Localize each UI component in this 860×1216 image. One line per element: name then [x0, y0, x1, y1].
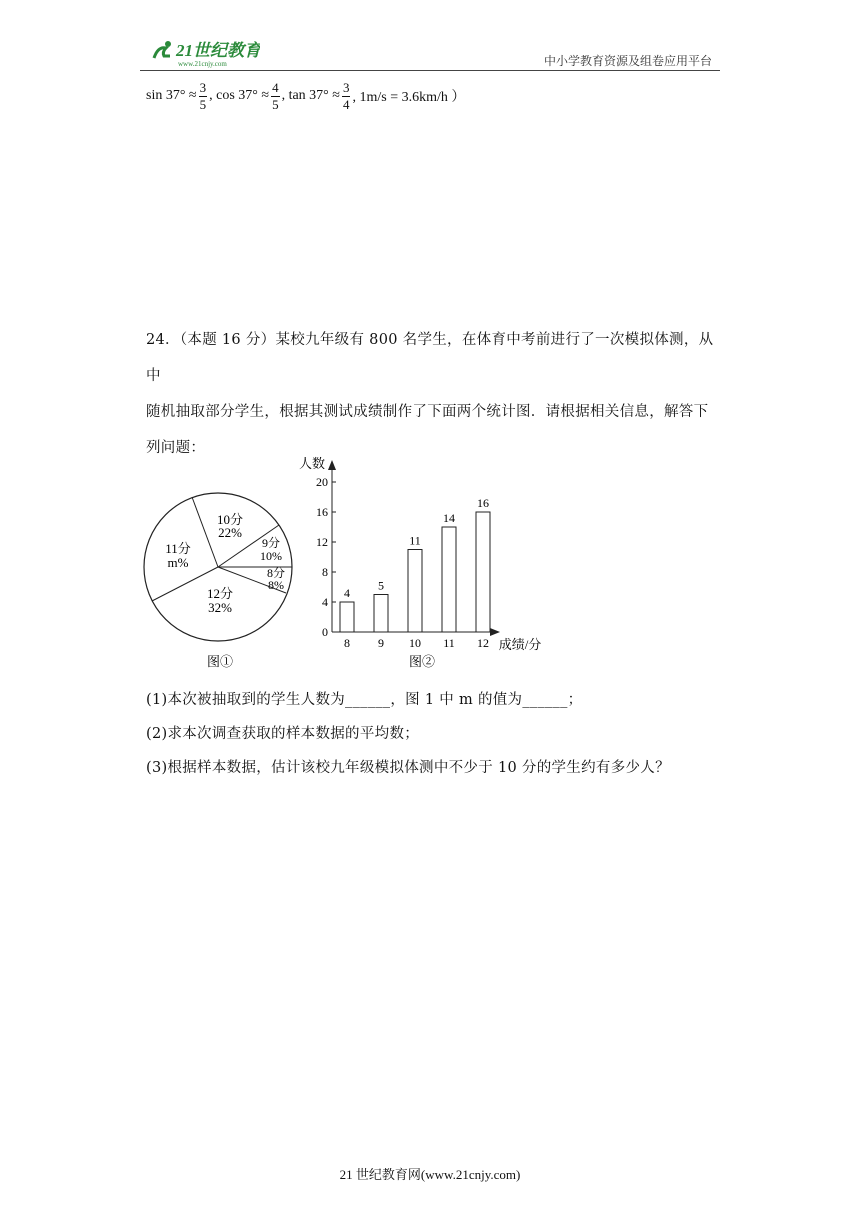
x-tick-label: 10	[409, 636, 421, 650]
pie-value-8: 8%	[268, 578, 284, 592]
cos-label: , cos 37° ≈	[209, 88, 270, 103]
y-tick-label: 16	[316, 505, 328, 519]
x-tick-label: 9	[378, 636, 384, 650]
x-axis-label: 成绩/分	[498, 637, 542, 652]
pie-label-12: 12分	[206, 586, 234, 601]
x-tick-label: 12	[477, 636, 489, 650]
trig-formula	[146, 76, 465, 116]
sin-label: sin 37° ≈	[146, 88, 197, 103]
platform-title: 中小学教育资源及组卷应用平台	[543, 54, 712, 68]
bar-8	[340, 602, 354, 632]
statistics-figure	[140, 450, 560, 675]
site-logo	[148, 36, 260, 70]
y-tick-label: 4	[322, 595, 328, 609]
svg-text:21世纪教育: 21世纪教育	[176, 41, 260, 60]
cos-fraction: $\frac{4}{5}$	[272, 79, 279, 112]
pie-value-12: 32%	[208, 600, 232, 615]
page-footer: 21 世纪教育网(www.21cnjy.com)	[339, 1167, 521, 1182]
tan-label: , tan 37° ≈	[281, 88, 340, 103]
bar-11	[442, 527, 456, 632]
bar-chart	[299, 456, 541, 669]
bar-value-label: 4	[344, 586, 350, 600]
question-line: 24．（本题 16 分）某校九年级有 800 名学生，在体育中考前进行了一次模拟体测，从中	[146, 332, 714, 384]
x-tick-label: 8	[344, 636, 350, 650]
bar-10	[408, 550, 422, 633]
pie-value-10: 22%	[218, 525, 242, 540]
svg-text:www.21cnjy.com: www.21cnjy.com	[178, 60, 227, 68]
pie-value-11: m%	[167, 555, 189, 570]
x-axis-arrow	[490, 628, 500, 636]
y-axis-label: 人数	[298, 456, 326, 471]
sin-fraction: $\frac{3}{5}$	[199, 79, 207, 112]
header-divider	[140, 70, 720, 71]
bars	[340, 496, 490, 650]
pie-label-8: 8分	[266, 566, 286, 580]
tan-fraction: $\frac{3}{4}$	[342, 79, 350, 112]
question-24-text	[146, 322, 716, 466]
y-ticks	[316, 475, 336, 639]
formula-tail: , 1m/s = 3.6km/h ）	[352, 90, 466, 105]
bar-value-label: 5	[378, 578, 384, 593]
pie-label-10: 10分	[216, 512, 244, 527]
y-tick-label: 8	[322, 565, 328, 579]
pie-label-11: 11分	[165, 541, 191, 556]
y-tick-label: 20	[316, 475, 328, 489]
y-tick-label: 12	[316, 535, 328, 549]
bar-value-label: 11	[409, 533, 421, 548]
bar-caption: 图②	[408, 654, 436, 669]
question-line: 列问题：	[146, 440, 206, 456]
bar-value-label: 14	[443, 511, 455, 525]
bar-9	[374, 595, 388, 633]
sub-question-2: (2)求本次调查获取的样本数据的平均数；	[146, 726, 420, 742]
bar-value-label: 16	[477, 496, 489, 510]
pie-label-9: 9分	[261, 536, 281, 550]
pie-value-9: 10%	[260, 549, 282, 563]
bar-12	[476, 512, 490, 632]
sub-question-1: (1)本次被抽取到的学生人数为______，图 1 中 m 的值为______；	[146, 692, 583, 708]
y-tick-label: 0	[322, 625, 328, 639]
pie-chart	[144, 493, 292, 669]
y-axis-arrow	[328, 460, 336, 470]
pie-caption: 图①	[206, 654, 234, 669]
x-tick-label: 11	[443, 636, 455, 650]
question-line: 随机抽取部分学生，根据其测试成绩制作了下面两个统计图．请根据相关信息，解答下	[146, 404, 709, 420]
sub-question-3: (3)根据样本数据，估计该校九年级模拟体测中不少于 10 分的学生约有多少人？	[146, 760, 670, 776]
statistics-figure-svg	[140, 450, 560, 675]
